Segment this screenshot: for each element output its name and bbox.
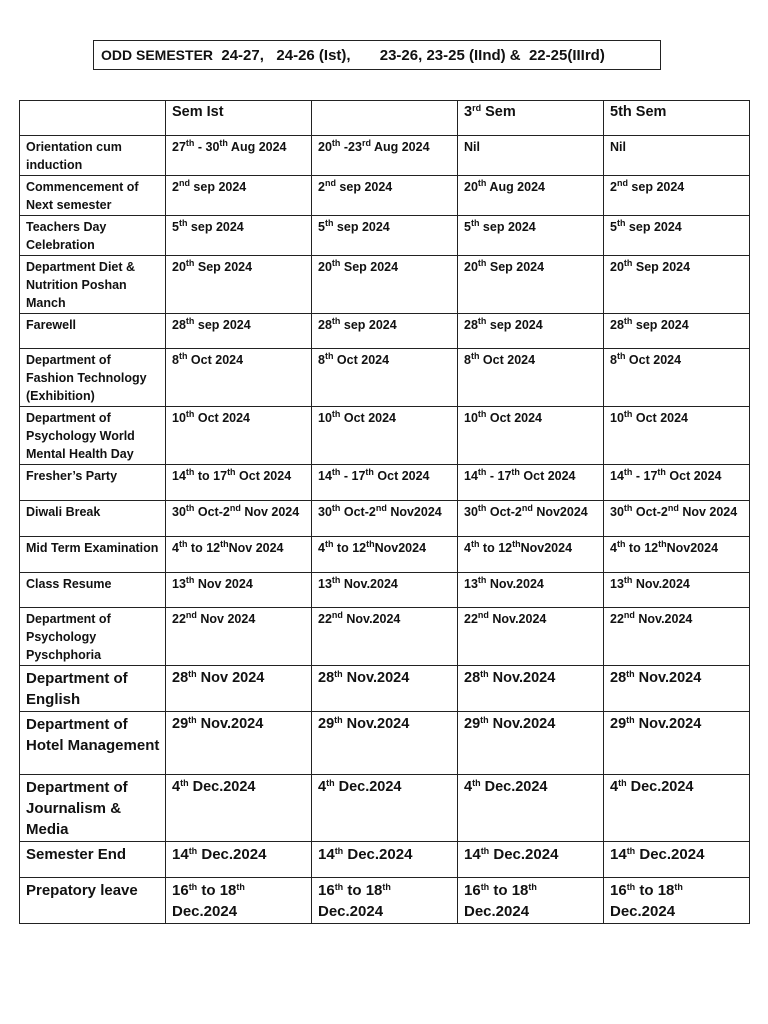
- ordinal-suffix: th: [185, 409, 195, 419]
- ordinal-suffix: nd: [375, 503, 387, 513]
- ordinal-suffix: th: [334, 846, 344, 856]
- date-cell: 16th to 18th Dec.2024: [458, 878, 604, 924]
- ordinal-suffix: th: [188, 715, 197, 725]
- date-cell: 27th - 30th Aug 2024: [166, 136, 312, 176]
- table-row: [20, 573, 750, 608]
- ordinal-suffix: th: [623, 316, 633, 326]
- ordinal-suffix: th: [324, 218, 334, 228]
- date-cell: 2nd sep 2024: [604, 176, 750, 216]
- table-row: [20, 842, 750, 878]
- date-cell: 22nd Nov.2024: [312, 608, 458, 666]
- ordinal-suffix: th: [626, 846, 636, 856]
- event-name-cell: Mid Term Examination: [20, 537, 166, 573]
- table-row: [20, 176, 750, 216]
- table-row: [20, 349, 750, 407]
- ordinal-suffix: th: [185, 258, 195, 268]
- ordinal-suffix: th: [185, 575, 195, 585]
- date-cell: 13th Nov.2024: [604, 573, 750, 608]
- date-cell: 8th Oct 2024: [312, 349, 458, 407]
- date-cell: 4th Dec.2024: [312, 775, 458, 842]
- date-cell: 30th Oct-2nd Nov 2024: [604, 501, 750, 537]
- ordinal-suffix: th: [227, 467, 236, 477]
- ordinal-suffix: th: [188, 846, 198, 856]
- ordinal-suffix: th: [334, 715, 343, 725]
- event-name-cell: Semester End: [20, 842, 166, 878]
- date-cell: 28th sep 2024: [166, 314, 312, 349]
- table-row: [20, 712, 750, 775]
- title-batches: 24-27, 24-26 (Ist), 23-26, 23-25 (IInd) & 22-25(IIIrd): [213, 47, 605, 64]
- ordinal-suffix: th: [480, 846, 490, 856]
- event-name-cell: Department of Psychology World Mental Health Day: [20, 407, 166, 465]
- ordinal-suffix: th: [334, 882, 344, 892]
- ordinal-suffix: th: [623, 503, 633, 513]
- ordinal-suffix: th: [616, 351, 626, 361]
- ordinal-suffix: th: [480, 669, 489, 679]
- ordinal-suffix: th: [178, 351, 188, 361]
- ordinal-suffix: th: [331, 575, 341, 585]
- date-cell: 22nd Nov.2024: [604, 608, 750, 666]
- date-cell: 10th Oct 2024: [604, 407, 750, 465]
- event-name-cell: Orientation cum induction: [20, 136, 166, 176]
- date-cell: 28th sep 2024: [312, 314, 458, 349]
- academic-calendar-table: [19, 100, 750, 924]
- ordinal-suffix: th: [674, 882, 683, 892]
- ordinal-suffix: th: [626, 715, 635, 725]
- ordinal-suffix: th: [324, 539, 334, 549]
- date-cell: 4th Dec.2024: [458, 775, 604, 842]
- date-cell: 4th Dec.2024: [166, 775, 312, 842]
- date-cell: 14th Dec.2024: [604, 842, 750, 878]
- ordinal-suffix: th: [185, 503, 195, 513]
- ordinal-suffix: th: [477, 258, 487, 268]
- table-row: [20, 136, 750, 176]
- ordinal-suffix: th: [178, 218, 188, 228]
- date-cell: 13th Nov.2024: [458, 573, 604, 608]
- ordinal-suffix: th: [334, 669, 343, 679]
- date-cell: Nil: [458, 136, 604, 176]
- ordinal-suffix: th: [623, 258, 633, 268]
- ordinal-suffix: nd: [616, 178, 628, 188]
- event-name-cell: Farewell: [20, 314, 166, 349]
- ordinal-suffix: th: [470, 218, 480, 228]
- ordinal-suffix: th: [331, 503, 341, 513]
- header-cell: [458, 101, 604, 136]
- ordinal-suffix: nd: [185, 610, 197, 620]
- date-cell: 14th - 17th Oct 2024: [458, 465, 604, 501]
- date-cell: 16th to 18th Dec.2024: [312, 878, 458, 924]
- ordinal-suffix: th: [658, 539, 667, 549]
- ordinal-suffix: th: [185, 138, 195, 148]
- date-cell: 30th Oct-2nd Nov2024: [458, 501, 604, 537]
- ordinal-suffix: th: [185, 316, 195, 326]
- ordinal-suffix: th: [331, 316, 341, 326]
- ordinal-suffix: th: [626, 882, 636, 892]
- ordinal-suffix: th: [331, 258, 341, 268]
- ordinal-suffix: th: [365, 467, 374, 477]
- event-name-cell: Teachers Day Celebration: [20, 216, 166, 256]
- event-name-cell: Prepatory leave: [20, 878, 166, 924]
- ordinal-suffix: th: [331, 409, 341, 419]
- date-cell: 13th Nov.2024: [312, 573, 458, 608]
- header-cell: [20, 101, 166, 136]
- ordinal-suffix: th: [480, 882, 490, 892]
- ordinal-suffix: th: [188, 882, 198, 892]
- table-row: [20, 666, 750, 712]
- ordinal-suffix: th: [618, 778, 627, 788]
- header-row: [20, 101, 750, 136]
- date-cell: 14th - 17th Oct 2024: [604, 465, 750, 501]
- table-row: [20, 314, 750, 349]
- header-3rd-sup: rd: [472, 103, 482, 113]
- event-name-cell: Fresher’s Party: [20, 465, 166, 501]
- header-3rd-rest: Sem: [481, 104, 516, 120]
- date-cell: 2nd sep 2024: [166, 176, 312, 216]
- table-row: [20, 465, 750, 501]
- ordinal-suffix: th: [528, 882, 537, 892]
- ordinal-suffix: nd: [178, 178, 190, 188]
- date-cell: 4th to 12thNov2024: [604, 537, 750, 573]
- event-name-cell: Class Resume: [20, 573, 166, 608]
- date-cell: 4th to 12thNov2024: [458, 537, 604, 573]
- event-name-cell: Commencement of Next semester: [20, 176, 166, 216]
- table-row: [20, 878, 750, 924]
- ordinal-suffix: nd: [623, 610, 635, 620]
- table-row: [20, 501, 750, 537]
- date-cell: 13th Nov 2024: [166, 573, 312, 608]
- date-cell: 4th to 12thNov 2024: [166, 537, 312, 573]
- date-cell: 8th Oct 2024: [604, 349, 750, 407]
- date-cell: 29th Nov.2024: [166, 712, 312, 775]
- ordinal-suffix: th: [477, 316, 487, 326]
- ordinal-suffix: nd: [331, 610, 343, 620]
- table-row: [20, 608, 750, 666]
- ordinal-suffix: th: [178, 539, 188, 549]
- date-cell: 14th to 17th Oct 2024: [166, 465, 312, 501]
- date-cell: 14th Dec.2024: [458, 842, 604, 878]
- date-cell: 20th Sep 2024: [458, 256, 604, 314]
- event-name-cell: Department of Hotel Management: [20, 712, 166, 775]
- ordinal-suffix: th: [185, 467, 195, 477]
- date-cell: 16th to 18th Dec.2024: [166, 878, 312, 924]
- ordinal-suffix: th: [180, 778, 189, 788]
- date-cell: 10th Oct 2024: [458, 407, 604, 465]
- event-name-cell: Department Diet & Nutrition Poshan Manch: [20, 256, 166, 314]
- date-cell: 8th Oct 2024: [166, 349, 312, 407]
- document-title: [93, 40, 661, 70]
- ordinal-suffix: th: [326, 778, 335, 788]
- ordinal-suffix: nd: [229, 503, 241, 513]
- table-row: [20, 407, 750, 465]
- header-cell: 5th Sem: [604, 101, 750, 136]
- date-cell: 29th Nov.2024: [604, 712, 750, 775]
- date-cell: 30th Oct-2nd Nov 2024: [166, 501, 312, 537]
- ordinal-suffix: th: [477, 503, 487, 513]
- ordinal-suffix: th: [477, 178, 487, 188]
- ordinal-suffix: th: [477, 409, 487, 419]
- ordinal-suffix: th: [366, 539, 375, 549]
- event-name-cell: Department of English: [20, 666, 166, 712]
- ordinal-suffix: th: [331, 138, 341, 148]
- ordinal-suffix: th: [616, 539, 626, 549]
- ordinal-suffix: th: [480, 715, 489, 725]
- date-cell: 14th Dec.2024: [312, 842, 458, 878]
- ordinal-suffix: th: [657, 467, 666, 477]
- ordinal-suffix: th: [477, 467, 487, 477]
- date-cell: 28th Nov.2024: [458, 666, 604, 712]
- date-cell: 20th Sep 2024: [166, 256, 312, 314]
- event-name-cell: Diwali Break: [20, 501, 166, 537]
- date-cell: 4th Dec.2024: [604, 775, 750, 842]
- title-label: ODD SEMESTER: [101, 47, 214, 63]
- event-name-cell: Department of Journalism & Media: [20, 775, 166, 842]
- ordinal-suffix: th: [472, 778, 481, 788]
- table-row: [20, 216, 750, 256]
- ordinal-suffix: nd: [477, 610, 489, 620]
- date-cell: 14th Dec.2024: [166, 842, 312, 878]
- date-cell: 20th Aug 2024: [458, 176, 604, 216]
- date-cell: 10th Oct 2024: [166, 407, 312, 465]
- table-row: [20, 775, 750, 842]
- date-cell: 2nd sep 2024: [312, 176, 458, 216]
- date-cell: Nil: [604, 136, 750, 176]
- ordinal-suffix: th: [623, 409, 633, 419]
- ordinal-suffix: th: [220, 539, 229, 549]
- date-cell: 5th sep 2024: [312, 216, 458, 256]
- header-3rd-num: 3: [464, 104, 473, 120]
- ordinal-suffix: rd: [361, 138, 371, 148]
- ordinal-suffix: th: [626, 669, 635, 679]
- ordinal-suffix: nd: [324, 178, 336, 188]
- ordinal-suffix: th: [623, 467, 633, 477]
- date-cell: 22nd Nov 2024: [166, 608, 312, 666]
- header-cell: [312, 101, 458, 136]
- date-cell: 5th sep 2024: [458, 216, 604, 256]
- table-row: [20, 537, 750, 573]
- event-name-cell: Department of Fashion Technology (Exhibition): [20, 349, 166, 407]
- ordinal-suffix: th: [324, 351, 334, 361]
- date-cell: 28th Nov 2024: [166, 666, 312, 712]
- date-cell: 5th sep 2024: [604, 216, 750, 256]
- table-row: [20, 256, 750, 314]
- ordinal-suffix: th: [616, 218, 626, 228]
- ordinal-suffix: th: [511, 467, 520, 477]
- ordinal-suffix: th: [219, 138, 228, 148]
- date-cell: 28th Nov.2024: [604, 666, 750, 712]
- date-cell: 29th Nov.2024: [458, 712, 604, 775]
- date-cell: 28th sep 2024: [604, 314, 750, 349]
- date-cell: 10th Oct 2024: [312, 407, 458, 465]
- ordinal-suffix: th: [623, 575, 633, 585]
- ordinal-suffix: th: [512, 539, 521, 549]
- date-cell: 28th Nov.2024: [312, 666, 458, 712]
- header-cell: Sem Ist: [166, 101, 312, 136]
- ordinal-suffix: nd: [521, 503, 533, 513]
- ordinal-suffix: th: [382, 882, 391, 892]
- ordinal-suffix: th: [236, 882, 245, 892]
- date-cell: 28th sep 2024: [458, 314, 604, 349]
- date-cell: 29th Nov.2024: [312, 712, 458, 775]
- date-cell: 8th Oct 2024: [458, 349, 604, 407]
- date-cell: 5th sep 2024: [166, 216, 312, 256]
- date-cell: 20th Sep 2024: [604, 256, 750, 314]
- ordinal-suffix: th: [470, 351, 480, 361]
- ordinal-suffix: th: [188, 669, 197, 679]
- ordinal-suffix: th: [470, 539, 480, 549]
- date-cell: 14th - 17th Oct 2024: [312, 465, 458, 501]
- date-cell: 20th Sep 2024: [312, 256, 458, 314]
- ordinal-suffix: nd: [667, 503, 679, 513]
- calendar-body: [20, 101, 750, 924]
- event-name-cell: Department of Psychology Pyschphoria: [20, 608, 166, 666]
- date-cell: 4th to 12thNov2024: [312, 537, 458, 573]
- date-cell: 16th to 18th Dec.2024: [604, 878, 750, 924]
- date-cell: 22nd Nov.2024: [458, 608, 604, 666]
- date-cell: 30th Oct-2nd Nov2024: [312, 501, 458, 537]
- date-cell: 20th -23rd Aug 2024: [312, 136, 458, 176]
- ordinal-suffix: th: [477, 575, 487, 585]
- ordinal-suffix: th: [331, 467, 341, 477]
